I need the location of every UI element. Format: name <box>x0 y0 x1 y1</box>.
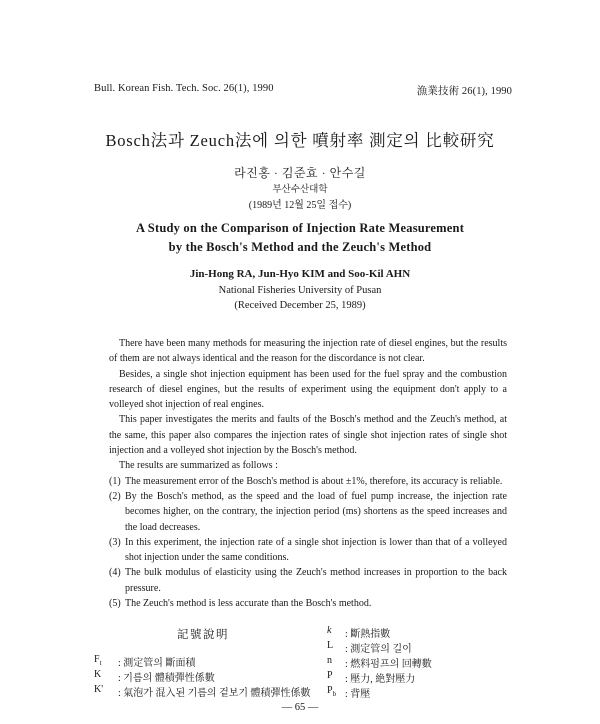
symbol-description: : 燃料펌프의 回轉數 <box>345 659 432 670</box>
result-item <box>109 596 507 611</box>
result-item <box>109 535 507 566</box>
result-number: (3) <box>109 536 121 548</box>
page-number: — 65 — <box>281 702 319 713</box>
symbol: P <box>327 685 333 696</box>
symbol: K <box>94 669 102 680</box>
abstract-paragraph: There have been many methods for measuring the injection rate of diesel engines, but the results of them are not always identical and the reason for the discordance is not clear. <box>109 338 507 365</box>
symbol-entry <box>94 684 103 695</box>
symbol-description: : 斷熱指數 <box>345 629 391 640</box>
result-item <box>109 565 507 596</box>
symbol: k <box>327 625 332 636</box>
symbol-subscript: b <box>332 690 337 698</box>
result-item <box>109 474 507 489</box>
result-item <box>109 489 507 535</box>
result-text: The Zeuch's method is less accurate than the Bosch's method. <box>125 598 372 610</box>
result-text: The bulk modulus of elasticity using the Zeuch's method increases in proportion to the back pressure. <box>125 567 507 594</box>
result-text: The measurement error of the Bosch's method is about ±1%, therefore, its accuracy is reliable. <box>125 475 503 487</box>
korean-received-date: (1989년 12월 25일 접수) <box>248 200 352 211</box>
result-text: By the Bosch's method, as the speed and the load of fuel pump increase, the injection rate becomes higher, on the contrary, the injection period (ms) shortens as the speed increases and the load decreases. <box>125 490 507 533</box>
english-received-date: (Received December 25, 1989) <box>234 300 366 311</box>
symbol-entry <box>327 655 332 666</box>
korean-affiliation: 부산수산대학 <box>272 185 328 195</box>
korean-authors: 라진홍 · 김준효 · 안수길 <box>234 166 366 180</box>
symbol: L <box>327 640 334 651</box>
symbol-entry <box>327 670 333 681</box>
abstract-paragraph: The results are summarized as follows : <box>119 460 278 472</box>
symbol: P <box>327 670 333 681</box>
english-authors: Jin-Hong RA, Jun-Hyo KIM and Soo-Kil AHN <box>189 268 411 280</box>
symbol-entry <box>94 654 102 667</box>
result-text: In this experiment, the injection rate of a single shot injection is lower than that of a volleyed shot injection under the same conditions. <box>125 536 507 564</box>
symbol-description: : 背壓 <box>345 689 371 700</box>
result-number: (1) <box>109 475 121 487</box>
english-affiliation: National Fisheries University of Pusan <box>218 285 382 296</box>
symbol-description: : 기름의 體積彈性係數 <box>118 673 215 684</box>
journal-citation-left: Bull. Korean Fish. Tech. Soc. 26(1), 1990 <box>94 83 274 94</box>
symbol-entry <box>327 685 336 698</box>
symbol-entry <box>327 640 333 651</box>
abstract-paragraph: This paper investigates the merits and faults of the Bosch's method and the Zeuch's method, at the same, this paper also compares the injection rates of single shot injection rates of single shot injection and a volleyed shot injection by the Bosch's method. <box>109 414 507 457</box>
symbol-subscript: t <box>99 659 102 667</box>
symbol: n <box>327 655 332 666</box>
symbol: K' <box>94 684 104 695</box>
english-title-line2: by the Bosch's Method and the Zeuch's Method <box>168 240 432 254</box>
symbol-description: : 測定管의 길이 <box>345 644 412 655</box>
symbol-entry <box>327 625 331 636</box>
korean-title: Bosch法과 Zeuch法에 의한 噴射率 測定의 比較研究 <box>105 131 495 150</box>
english-title-line1: A Study on the Comparison of Injection Rate Measurement <box>135 221 465 235</box>
symbol-description: : 壓力, 絶對壓力 <box>345 674 416 685</box>
abstract <box>109 336 507 611</box>
journal-citation-right: 漁業技術 26(1), 1990 <box>416 86 512 97</box>
nomenclature-heading: 記號說明 <box>177 629 229 641</box>
result-number: (4) <box>109 567 121 579</box>
symbol-description: : 測定管의 斷面積 <box>118 658 196 669</box>
symbol: F <box>94 654 100 665</box>
abstract-paragraph: Besides, a single shot injection equipment has been used for the fuel spray and the combustion research of diesel engines, but the results of experiment using the equipment don't apply to a volleyed shot injection of real engines. <box>109 368 507 411</box>
result-number: (2) <box>109 490 121 502</box>
symbol-entry <box>94 669 101 680</box>
result-number: (5) <box>109 598 121 610</box>
symbol-description: : 氣泡가 混入된 기름의 겉보기 體積彈性係數 <box>118 688 311 699</box>
